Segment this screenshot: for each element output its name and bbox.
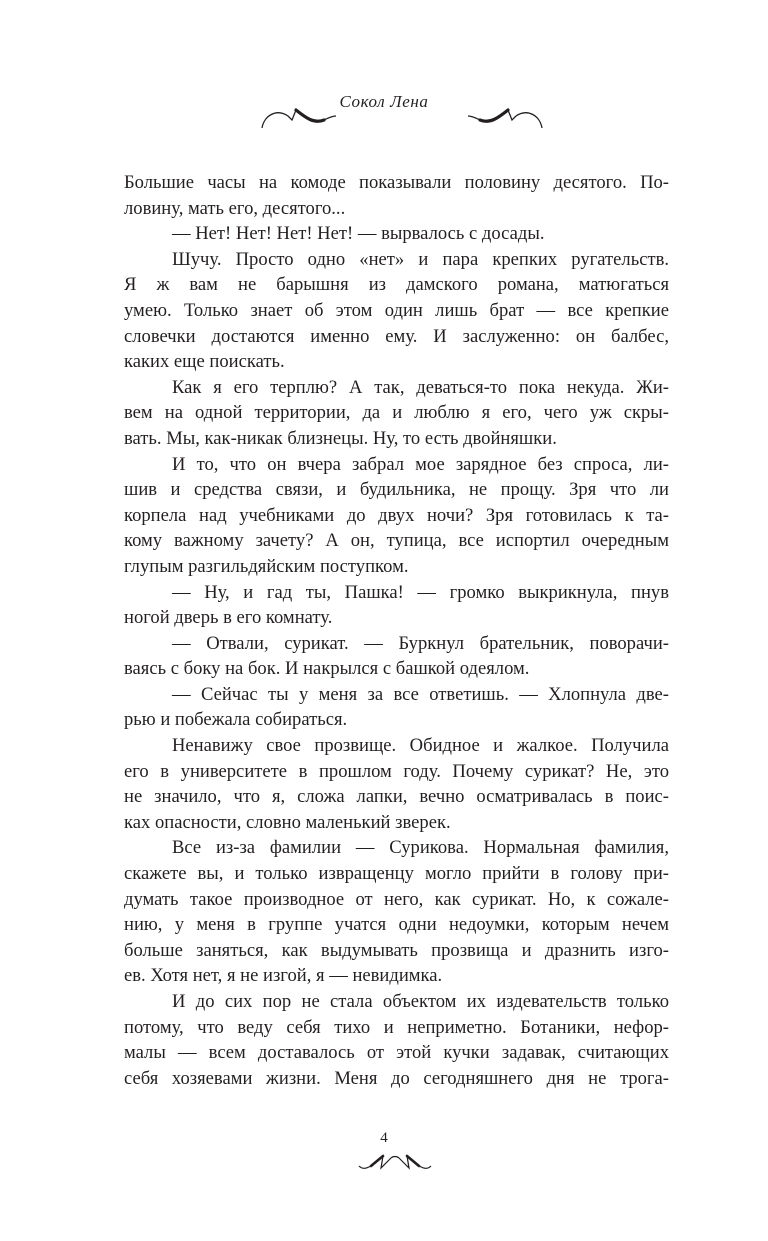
text-line: рью и побежала собираться. — [124, 709, 348, 731]
page-footer — [0, 1130, 768, 1180]
text-line: себя хозяевами жизни. Меня до сегодняшнего дня не трога- — [124, 1067, 669, 1089]
text-line: его в университете в прошлом году. Почему сурикат? Не, это — [124, 760, 669, 782]
text-line: словечки достаются именно ему. И заслуженно: он балбес, — [124, 325, 669, 347]
text-line: ногой дверь в его комнату. — [124, 607, 333, 629]
text-line: умею. Только знает об этом один лишь брат — все крепкие — [124, 299, 669, 321]
text-line: каких еще поискать. — [124, 351, 285, 373]
text-line: Как я его терплю? А так, деваться-то пока некуда. Жи- — [172, 376, 669, 398]
text-line: Шучу. Просто одно «нет» и пара крепких ругательств. — [172, 248, 669, 270]
text-line: потому, что веду себя тихо и неприметно. Ботаники, нефор- — [124, 1016, 669, 1038]
text-line: вем на одной территории, да и люблю я его, чего уж скры- — [124, 402, 669, 424]
running-title: Сокол Лена — [339, 92, 429, 111]
text-line: нию, у меня в группе учатся одни недоумки, которым нечем — [124, 914, 669, 936]
text-line: больше заняться, как выдумывать прозвища и дразнить изго- — [124, 939, 669, 961]
text-line: Ненавижу свое прозвище. Обидное и жалкое. Получила — [172, 735, 669, 757]
text-line: корпела над учебниками до двух ночи? Зря готовилась к та- — [124, 504, 669, 526]
flourish-bottom-icon — [355, 1150, 435, 1172]
text-line: Все из-за фамилии — Сурикова. Нормальная фамилия, — [172, 837, 669, 859]
text-line: Я ж вам не барышня из дамского романа, матюгаться — [124, 274, 669, 296]
text-line: И то, что он вчера забрал мое зарядное без спроса, ли- — [172, 453, 669, 475]
text-line: глупым разгильдяйским поступком. — [124, 555, 409, 577]
text-line: вать. Мы, как-никак близнецы. Ну, то есть двойняшки. — [124, 427, 557, 449]
text-line: не значило, что я, сложа лапки, вечно осматривалась в поис- — [124, 786, 669, 808]
text-line: шив и средства связи, и будильника, не прощу. Зря что ли — [124, 479, 669, 501]
text-line: — Сейчас ты у меня за все ответишь. — Хлопнула две- — [172, 683, 669, 705]
text-line: ваясь с боку на бок. И накрылся с башкой одеялом. — [124, 658, 530, 680]
text-line: ловину, мать его, десятого... — [124, 197, 346, 219]
text-line: думать такое производное от него, как сурикат. Но, к сожале- — [124, 888, 669, 910]
flourish-right-icon — [462, 98, 548, 132]
text-line: Большие часы на комоде показывали половину десятого. По- — [124, 172, 669, 193]
text-line: скажете вы, и только извращенцу могло прийти в голову при- — [124, 863, 669, 885]
text-line: И до сих пор не стала объектом их издевательств только — [172, 991, 669, 1012]
text-line: ках опасности, словно маленький зверек. — [124, 811, 451, 833]
text-line: кому важному зачету? А он, тупица, все испортил очередным — [124, 530, 669, 552]
text-line: малы — всем доставалось от этой кучки задавак, считающих — [124, 1042, 669, 1064]
page-number: 4 — [380, 1130, 388, 1146]
text-line: — Ну, и гад ты, Пашка! — громко выкрикнула, пнув — [172, 581, 669, 603]
text-line: ев. Хотя нет, я не изгой, я — невидимка. — [124, 965, 443, 987]
text-line: — Отвали, сурикат. — Буркнул брательник, поворачи- — [172, 632, 669, 654]
body-text — [124, 170, 669, 1091]
running-header — [0, 88, 768, 138]
text-line: — Нет! Нет! Нет! Нет! — вырвалось с досады. — [172, 223, 545, 245]
